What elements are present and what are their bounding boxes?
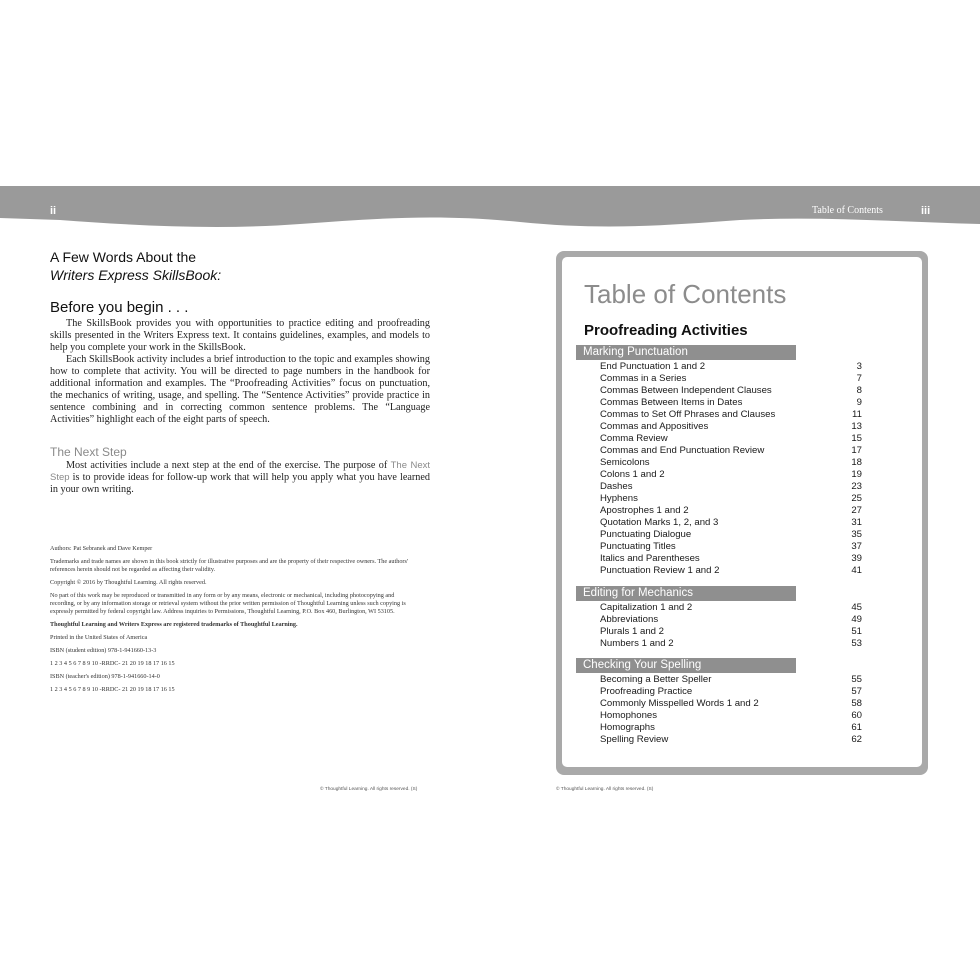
toc-entry-label: Quotation Marks 1, 2, and 3 xyxy=(600,517,719,528)
toc-entry[interactable] xyxy=(600,469,862,481)
print-line-student: 1 2 3 4 5 6 7 8 9 10 -RRDC- 21 20 19 18 17 16 15 xyxy=(50,660,175,667)
toc-entry[interactable] xyxy=(600,722,862,734)
toc-entry[interactable] xyxy=(600,421,862,433)
toc-entry-page: 19 xyxy=(851,469,862,480)
printed-in: Printed in the United States of America xyxy=(50,634,148,641)
toc-entry-page: 51 xyxy=(851,626,862,637)
toc-entry-page: 57 xyxy=(851,686,862,697)
right-page-number: iii xyxy=(921,205,931,217)
toc-entry-label: Proofreading Practice xyxy=(600,686,693,697)
toc-panel-inner xyxy=(562,257,922,767)
left-footer: © Thoughtful Learning. All rights reserved. (S) xyxy=(320,787,418,792)
toc-entry[interactable] xyxy=(600,373,862,385)
right-header-title: Table of Contents xyxy=(812,205,883,216)
toc-entry-label: Spelling Review xyxy=(600,734,669,745)
intro-paragraph-1: The SkillsBook provides you with opportunities to practice editing and proofreading skills presented in the Writers Express text. It contains guidelines, examples, and models to help you complete your work in the SkillsBook. xyxy=(50,318,430,353)
toc-entry[interactable] xyxy=(600,698,862,710)
toc-entry-label: Commas Between Items in Dates xyxy=(600,397,743,408)
next-step-text-a: Most activities include a next step at the end of the exercise. The purpose of xyxy=(66,460,388,471)
toc-entry-label: Punctuating Titles xyxy=(600,541,676,552)
toc-entry-label: Commas to Set Off Phrases and Clauses xyxy=(600,409,776,420)
toc-entry-page: 45 xyxy=(851,602,862,613)
toc-entry-page: 49 xyxy=(851,614,862,625)
trademark-notice: Trademarks and trade names are shown in this book strictly for illustrative purposes and are the property of their respective owners. The authors' references herein should not be regarded as affecting their validity. xyxy=(50,558,409,573)
toc-entry-label: Punctuation Review 1 and 2 xyxy=(600,565,720,576)
toc-entry-page: 41 xyxy=(851,565,862,576)
isbn-student: ISBN (student edition) 978-1-941660-13-3 xyxy=(50,647,157,654)
toc-entry-page: 18 xyxy=(851,457,862,468)
toc-entry[interactable] xyxy=(600,602,862,614)
toc-entry-label: Comma Review xyxy=(600,433,668,444)
toc-entry[interactable] xyxy=(600,614,862,626)
toc-entry[interactable] xyxy=(600,361,862,373)
toc-entry[interactable] xyxy=(600,638,862,650)
authors-line: Authors: Pat Sebranek and Dave Kemper xyxy=(50,545,153,552)
toc-entry-label: Commonly Misspelled Words 1 and 2 xyxy=(600,698,759,709)
toc-entry[interactable] xyxy=(600,457,862,469)
intro-paragraph-2: Each SkillsBook activity includes a brief introduction to the topic and examples showing how to complete that activity. You will be directed to page numbers in the handbook for additional information and examples. The “Proofreading Activities” focus on punctuation, the mechanics of writing, usage, and spelling. The “Sentence Activities” provide practice in sentence combining and in correcting common sentence problems. The “Language Activities” highlight each of the eight parts of speech. xyxy=(50,354,430,425)
toc-entry-page: 23 xyxy=(851,481,862,492)
toc-entry-label: Plurals 1 and 2 xyxy=(600,626,664,637)
toc-entry-page: 62 xyxy=(851,734,862,745)
toc-entry[interactable] xyxy=(600,385,862,397)
toc-entry-label: Homographs xyxy=(600,722,655,733)
toc-entry-label: Italics and Parentheses xyxy=(600,553,700,564)
toc-entry-label: Homophones xyxy=(600,710,658,721)
toc-entry-label: Commas Between Independent Clauses xyxy=(600,385,772,396)
toc-entry-label: Abbreviations xyxy=(600,614,659,625)
toc-entry-page: 39 xyxy=(851,553,862,564)
print-line-teacher: 1 2 3 4 5 6 7 8 9 10 -RRDC- 21 20 19 18 17 16 15 xyxy=(50,686,175,693)
toc-entry-label: Hyphens xyxy=(600,493,638,504)
next-step-body xyxy=(50,460,430,496)
toc-section-header: Editing for Mechanics xyxy=(576,586,796,601)
toc-entry[interactable] xyxy=(600,397,862,409)
toc-entry-page: 17 xyxy=(851,445,862,456)
toc-entry-label: Commas in a Series xyxy=(600,373,687,384)
toc-entry-page: 15 xyxy=(851,433,862,444)
toc-entry-label: End Punctuation 1 and 2 xyxy=(600,361,706,372)
copyright-line: Copyright © 2016 by Thoughtful Learning. All rights reserved. xyxy=(50,579,207,586)
registered-trademarks: Thoughtful Learning and Writers Express are registered trademarks of Thoughtful Learning. xyxy=(50,621,298,628)
toc-entry[interactable] xyxy=(600,553,862,565)
intro-heading xyxy=(50,248,430,284)
toc-entry-label: Dashes xyxy=(600,481,633,492)
toc-entry-page: 9 xyxy=(856,397,862,408)
toc-entry-page: 8 xyxy=(856,385,862,396)
toc-entry[interactable] xyxy=(600,517,862,529)
toc-entry-page: 35 xyxy=(851,529,862,540)
toc-entry[interactable] xyxy=(600,686,862,698)
toc-entry-page: 11 xyxy=(852,409,862,420)
intro-heading-line1: A Few Words About the xyxy=(50,249,197,265)
toc-entry-page: 31 xyxy=(851,517,862,528)
toc-entry-page: 13 xyxy=(851,421,862,432)
toc-entry-label: Capitalization 1 and 2 xyxy=(600,602,693,613)
toc-entry-page: 60 xyxy=(851,710,862,721)
toc-entry-label: Apostrophes 1 and 2 xyxy=(600,505,689,516)
toc-entry[interactable] xyxy=(600,734,862,746)
toc-entry[interactable] xyxy=(600,445,862,457)
toc-entry[interactable] xyxy=(600,433,862,445)
toc-entry-label: Numbers 1 and 2 xyxy=(600,638,674,649)
toc-entry-page: 27 xyxy=(851,505,862,516)
intro-body xyxy=(50,318,430,426)
toc-section-header: Checking Your Spelling xyxy=(576,658,796,673)
toc-entry-page: 53 xyxy=(851,638,862,649)
toc-entry-page: 58 xyxy=(851,698,862,709)
header-banner xyxy=(0,186,980,246)
toc-entry[interactable] xyxy=(600,710,862,722)
toc-panel xyxy=(556,251,928,775)
toc-entry[interactable] xyxy=(600,505,862,517)
next-step-heading: The Next Step xyxy=(50,445,127,459)
toc-entry-page: 61 xyxy=(851,722,862,733)
toc-title: Table of Contents xyxy=(584,279,787,309)
toc-entry-label: Punctuating Dialogue xyxy=(600,529,692,540)
toc-entry[interactable] xyxy=(600,674,862,686)
intro-heading-line2: Writers Express SkillsBook: xyxy=(50,267,222,283)
right-footer: © Thoughtful Learning. All rights reserved. (S) xyxy=(556,787,654,792)
toc-subtitle: Proofreading Activities xyxy=(584,322,748,339)
next-step-text-b: is to provide ideas for follow-up work that will help you apply what you have learned in your own writing. xyxy=(50,472,431,495)
toc-entry-page: 3 xyxy=(856,361,862,372)
left-page-number: ii xyxy=(50,205,57,217)
toc-entry[interactable] xyxy=(600,481,862,493)
toc-entry-page: 7 xyxy=(856,373,862,384)
toc-entry[interactable] xyxy=(600,409,862,421)
toc-entry-label: Colons 1 and 2 xyxy=(600,469,665,480)
toc-entry-page: 55 xyxy=(851,674,862,685)
toc-entry-label: Semicolons xyxy=(600,457,650,468)
isbn-teacher: ISBN (teacher's edition) 978-1-941660-14-0 xyxy=(50,673,160,680)
before-heading: Before you begin . . . xyxy=(50,299,189,316)
toc-entry-page: 25 xyxy=(851,493,862,504)
toc-entry-label: Becoming a Better Speller xyxy=(600,674,712,685)
next-step-paragraph xyxy=(50,460,430,496)
toc-entry[interactable] xyxy=(600,626,862,638)
toc-entry[interactable] xyxy=(600,565,862,577)
toc-entry-label: Commas and End Punctuation Review xyxy=(600,445,765,456)
reproduction-notice: No part of this work may be reproduced or transmitted in any form or by any means, electronic or mechanical, including photocopying and recording, or by any information storage or retrieval system without the prior written permission of Thoughtful Learning unless such copying is expressly permitted by federal copyright law. Address inquiries to Permissions, Thoughtful Learning, P.O. Box 460, Burlington, WI 53105. xyxy=(50,592,406,615)
next-step-inline-term: The Next Step xyxy=(50,460,430,483)
toc-entry[interactable] xyxy=(600,493,862,505)
toc-entry-label: Commas and Appositives xyxy=(600,421,709,432)
toc-entry[interactable] xyxy=(600,541,862,553)
copyright-block xyxy=(50,545,420,699)
toc-entry[interactable] xyxy=(600,529,862,541)
toc-section-header: Marking Punctuation xyxy=(576,345,796,360)
toc-entry-page: 37 xyxy=(851,541,862,552)
